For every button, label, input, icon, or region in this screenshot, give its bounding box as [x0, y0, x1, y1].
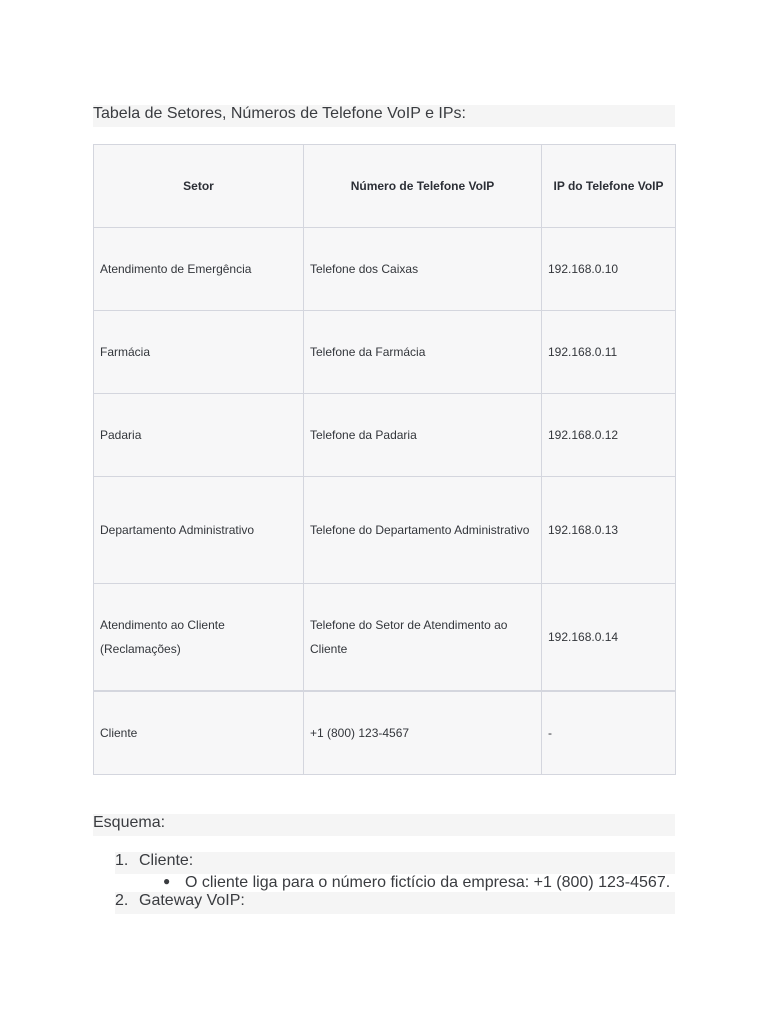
table-row	[94, 311, 676, 394]
cell-setor: Atendimento de Emergência	[94, 228, 304, 311]
voip-table	[93, 144, 676, 775]
cell-ip: 192.168.0.14	[542, 584, 676, 692]
cell-ip: 192.168.0.11	[542, 311, 676, 394]
cell-setor: Cliente	[94, 691, 304, 775]
list-label: Cliente:	[139, 852, 194, 869]
table-row	[94, 394, 676, 477]
list-label: Gateway VoIP:	[139, 892, 245, 909]
column-header-ip: IP do Telefone VoIP	[542, 145, 676, 228]
list-item-cliente	[115, 852, 675, 874]
sub-list-item	[163, 872, 670, 892]
cell-setor: Departamento Administrativo	[94, 477, 304, 584]
cell-ip: -	[542, 691, 676, 775]
table-row	[94, 691, 676, 775]
cell-setor: Atendimento ao Cliente (Reclamações)	[94, 584, 304, 692]
cell-ip: 192.168.0.12	[542, 394, 676, 477]
table-row	[94, 477, 676, 584]
table-row	[94, 584, 676, 692]
esquema-heading: Esquema:	[93, 814, 675, 836]
column-header-setor: Setor	[94, 145, 304, 228]
table-heading: Tabela de Setores, Números de Telefone VoIP e IPs:	[93, 105, 675, 127]
cell-ip: 192.168.0.13	[542, 477, 676, 584]
cell-numero: Telefone do Departamento Administrativo	[304, 477, 542, 584]
cell-numero: +1 (800) 123-4567	[304, 691, 542, 775]
table-row	[94, 228, 676, 311]
column-header-numero: Número de Telefone VoIP	[304, 145, 542, 228]
cell-setor: Farmácia	[94, 311, 304, 394]
cell-setor: Padaria	[94, 394, 304, 477]
cell-numero: Telefone da Padaria	[304, 394, 542, 477]
cell-ip: 192.168.0.10	[542, 228, 676, 311]
sub-list-text: O cliente liga para o número fictício da empresa: +1 (800) 123-4567.	[185, 874, 671, 891]
list-number: 1.	[115, 852, 129, 869]
table-header-row	[94, 145, 676, 228]
list-item-gateway	[115, 892, 675, 914]
list-number: 2.	[115, 892, 129, 909]
cell-numero: Telefone dos Caixas	[304, 228, 542, 311]
bullet-icon: ●	[163, 874, 171, 888]
cell-numero: Telefone do Setor de Atendimento ao Cliente	[304, 584, 542, 692]
cell-numero: Telefone da Farmácia	[304, 311, 542, 394]
